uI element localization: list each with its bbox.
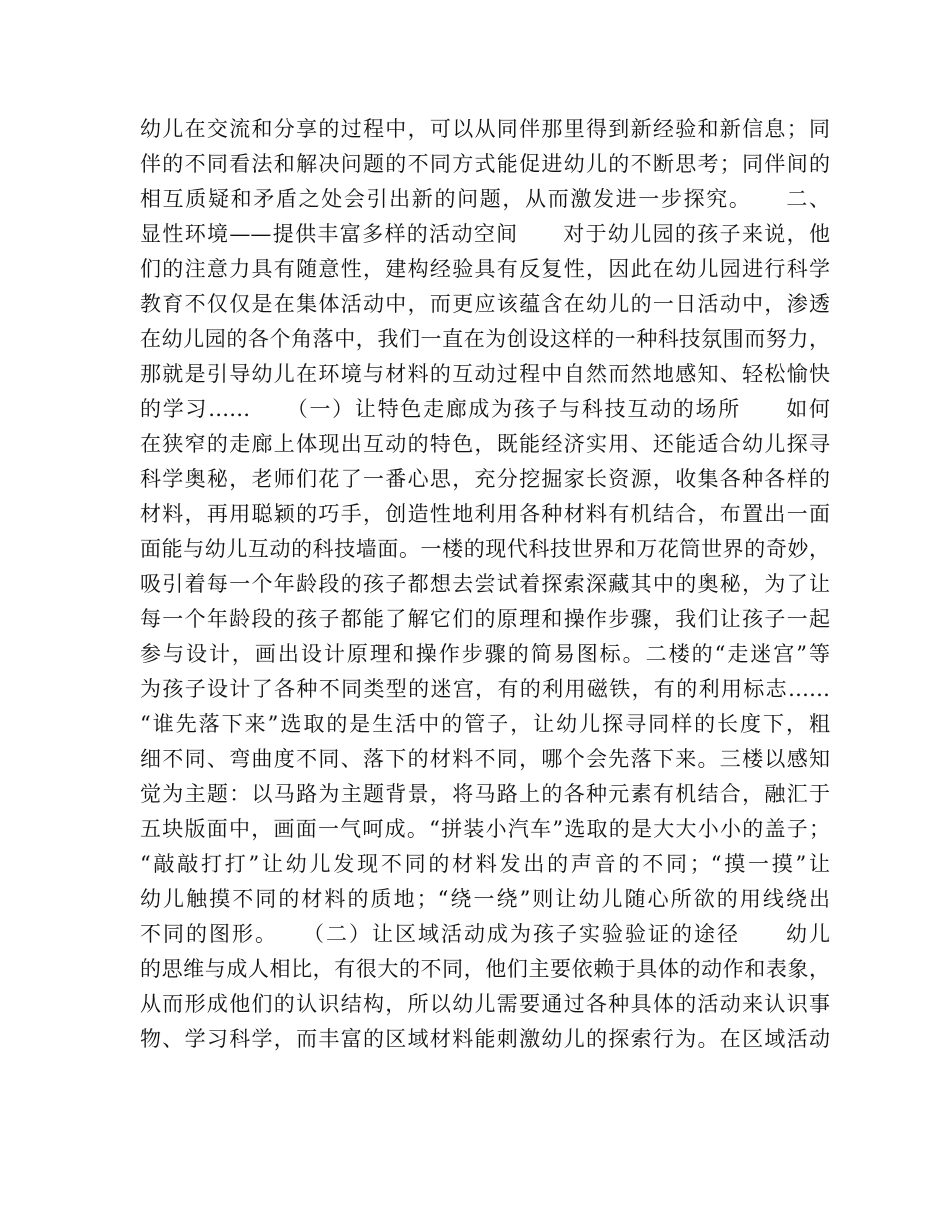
text-line: 面能与幼儿互动的科技墙面。一楼的现代科技世界和万花筒世界的奇妙， <box>140 537 830 561</box>
body-text <box>140 112 830 1057</box>
text-line: 在幼儿园的各个角落中，我们一直在为创设这样的一种科技氛围而努力， <box>140 327 830 351</box>
text-line: 细不同、弯曲度不同、落下的材料不同，哪个会先落下来。三楼以感知 <box>140 747 830 771</box>
text-line: 材料，再用聪颖的巧手，创造性地利用各种材料有机结合，布置出一面 <box>140 502 830 526</box>
text-line: 的思维与成人相比，有很大的不同，他们主要依赖于具体的动作和表象， <box>140 957 830 981</box>
text-line: 的学习…… （一）让特色走廊成为孩子与科技互动的场所 如何 <box>140 397 830 421</box>
text-line: “敲敲打打”让幼儿发现不同的材料发出的声音的不同；“摸一摸”让 <box>140 852 830 876</box>
text-line: 那就是引导幼儿在环境与材料的互动过程中自然而然地感知、轻松愉快 <box>140 362 830 386</box>
text-line: 吸引着每一个年龄段的孩子都想去尝试着探索深藏其中的奥秘，为了让 <box>140 572 830 596</box>
text-line: 觉为主题：以马路为主题背景，将马路上的各种元素有机结合，融汇于 <box>140 782 830 806</box>
text-line: 教育不仅仅是在集体活动中，而更应该蕴含在幼儿的一日活动中，渗透 <box>140 292 830 316</box>
text-line: 相互质疑和矛盾之处会引出新的问题，从而激发进一步探究。 二、 <box>140 187 830 211</box>
text-line: 科学奥秘，老师们花了一番心思，充分挖掘家长资源，收集各种各样的 <box>140 467 830 491</box>
text-line: 五块版面中，画面一气呵成。“拼装小汽车”选取的是大大小小的盖子； <box>140 817 830 841</box>
text-line: 伴的不同看法和解决问题的不同方式能促进幼儿的不断思考；同伴间的 <box>140 152 830 176</box>
text-line: 参与设计，画出设计原理和操作步骤的简易图标。二楼的“走迷宫”等 <box>140 642 830 666</box>
text-line: 从而形成他们的认识结构，所以幼儿需要通过各种具体的活动来认识事 <box>140 992 830 1016</box>
text-line: 幼儿在交流和分享的过程中，可以从同伴那里得到新经验和新信息；同 <box>140 117 830 141</box>
text-line: 每一个年龄段的孩子都能了解它们的原理和操作步骤，我们让孩子一起 <box>140 607 830 631</box>
text-line: 物、学习科学，而丰富的区域材料能刺激幼儿的探索行为。在区域活动 <box>140 1027 830 1051</box>
text-line: 在狭窄的走廊上体现出互动的特色，既能经济实用、还能适合幼儿探寻 <box>140 432 830 456</box>
text-line: “谁先落下来”选取的是生活中的管子，让幼儿探寻同样的长度下，粗 <box>140 712 830 736</box>
text-line: 们的注意力具有随意性，建构经验具有反复性，因此在幼儿园进行科学 <box>140 257 830 281</box>
text-line: 为孩子设计了各种不同类型的迷宫，有的利用磁铁，有的利用标志…… <box>140 677 830 701</box>
text-line: 幼儿触摸不同的材料的质地；“绕一绕”则让幼儿随心所欲的用线绕出 <box>140 887 830 911</box>
text-line: 显性环境——提供丰富多样的活动空间 对于幼儿园的孩子来说，他 <box>140 222 830 246</box>
text-line: 不同的图形。 （二）让区域活动成为孩子实验验证的途径 幼儿 <box>140 922 830 946</box>
